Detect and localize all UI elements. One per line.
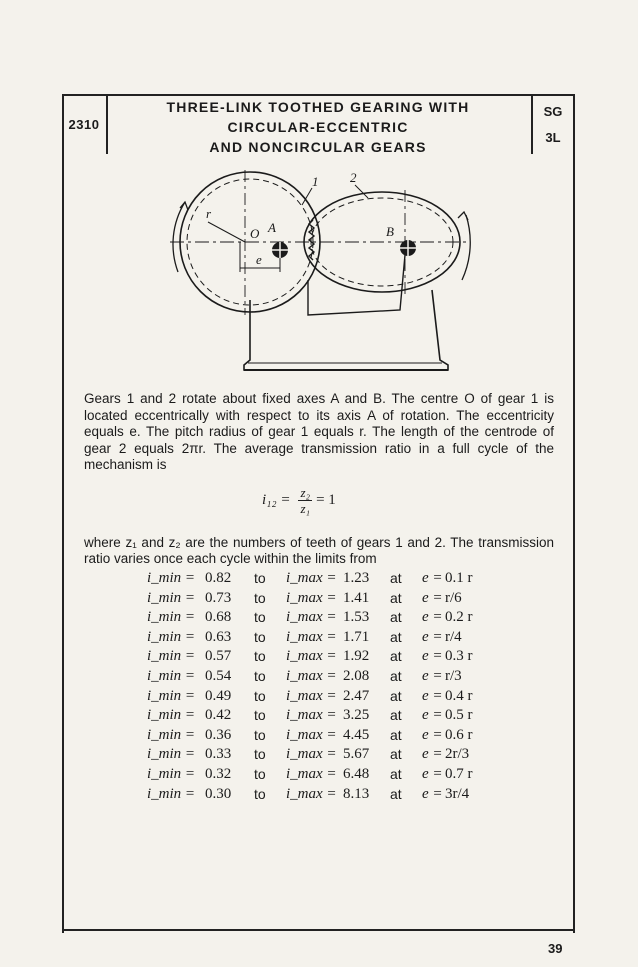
label-axis-b: B: [386, 224, 394, 239]
description-text: Gears 1 and 2 rotate about fixed axes A and B. The centre O of gear 1 is located eccentrically with respect to its axis A of rotation. The eccentricity equals e. The pitch radius of gear 1 equals r. The length of the centrode of gear 2 equals 2πr. The average transmission ratio in a full cycle of the mechanism is: [84, 391, 554, 472]
imin-value: 0.82: [205, 570, 232, 586]
limits-row: [147, 688, 477, 708]
e-label: e =: [422, 589, 443, 606]
e-label: e =: [422, 609, 443, 626]
limits-row: [147, 570, 477, 590]
imin-value: 0.57: [205, 648, 232, 665]
title-line-1: THREE-LINK TOOTHED GEARING WITH: [166, 99, 470, 115]
e-label: e =: [422, 726, 443, 743]
to-word: to: [254, 765, 266, 782]
e-label: e =: [422, 648, 443, 665]
at-word: at: [390, 746, 402, 763]
imin-value: 0.32: [205, 765, 232, 782]
imax-label: i_max =: [286, 765, 337, 782]
e-value: 0.4 r: [445, 687, 473, 704]
at-word: at: [390, 589, 402, 606]
imax-label: i_max =: [286, 746, 337, 763]
imin-value: 0.49: [205, 687, 232, 704]
section-title: [108, 97, 528, 157]
label-centre-o: O: [250, 226, 260, 241]
limits-row: [147, 668, 477, 688]
header: [62, 94, 573, 156]
e-label: e =: [422, 746, 443, 763]
at-word: at: [390, 687, 402, 704]
imax-label: i_max =: [286, 785, 337, 802]
e-label: e =: [422, 570, 443, 586]
classification-codes: [531, 94, 573, 154]
imax-value: 2.08: [343, 667, 370, 684]
imax-value: 1.41: [343, 589, 370, 606]
imax-value: 1.71: [343, 628, 370, 645]
frame-base: [244, 290, 448, 370]
imin-value: 0.30: [205, 785, 232, 802]
at-word: at: [390, 628, 402, 645]
imax-label: i_max =: [286, 648, 337, 665]
to-word: to: [254, 667, 266, 684]
imax-label: i_max =: [286, 726, 337, 743]
imin-label: i_min =: [147, 589, 196, 606]
description: [84, 391, 554, 474]
e-label: e =: [422, 707, 443, 724]
imin-label: i_min =: [147, 570, 196, 586]
imax-value: 8.13: [343, 785, 370, 802]
section-number: 2310: [62, 94, 108, 154]
formula-lhs: i₁₂ =: [262, 491, 291, 508]
title-line-3: AND NONCIRCULAR GEARS: [209, 139, 427, 155]
mechanism-figure: [150, 160, 490, 385]
imax-value: 6.48: [343, 765, 370, 782]
description-2-text: where z₁ and z₂ are the numbers of teeth of gears 1 and 2. The transmission ratio varies once each cycle within the limits from: [84, 534, 554, 566]
imax-value: 3.25: [343, 707, 370, 724]
e-label: e =: [422, 687, 443, 704]
to-word: to: [254, 785, 266, 802]
to-word: to: [254, 726, 266, 743]
limits-row: [147, 786, 477, 806]
code-top: SG: [543, 104, 563, 119]
e-value: 0.7 r: [445, 765, 473, 782]
limits-row: [147, 766, 477, 786]
e-value: 0.5 r: [445, 707, 473, 724]
imin-value: 0.68: [205, 609, 232, 626]
bottom-rule: [62, 929, 573, 931]
imax-label: i_max =: [286, 687, 337, 704]
at-word: at: [390, 667, 402, 684]
limits-row: [147, 727, 477, 747]
at-word: at: [390, 707, 402, 724]
imin-label: i_min =: [147, 628, 196, 645]
to-word: to: [254, 589, 266, 606]
formula-rhs: = 1: [316, 491, 336, 508]
imin-value: 0.54: [205, 667, 232, 684]
imax-value: 5.67: [343, 746, 370, 763]
to-word: to: [254, 648, 266, 665]
imin-label: i_min =: [147, 667, 196, 684]
imax-value: 1.23: [343, 570, 370, 586]
e-value: 0.6 r: [445, 726, 473, 743]
imin-label: i_min =: [147, 765, 196, 782]
formula-denominator: z₁: [300, 500, 311, 516]
e-value: 2r/3: [445, 746, 470, 763]
imax-label: i_max =: [286, 570, 337, 586]
e-value: r/3: [445, 667, 462, 684]
imin-value: 0.36: [205, 726, 232, 743]
imax-label: i_max =: [286, 707, 337, 724]
e-value: 0.1 r: [445, 570, 473, 586]
imax-label: i_max =: [286, 628, 337, 645]
imin-label: i_min =: [147, 648, 196, 665]
to-word: to: [254, 609, 266, 626]
to-word: to: [254, 570, 266, 586]
limits-row: [147, 746, 477, 766]
transmission-ratio-formula: [262, 480, 336, 520]
label-gear-1: 1: [312, 174, 319, 189]
imin-value: 0.63: [205, 628, 232, 645]
e-value: 0.3 r: [445, 648, 473, 665]
to-word: to: [254, 746, 266, 763]
to-word: to: [254, 687, 266, 704]
imin-label: i_min =: [147, 707, 196, 724]
imax-value: 4.45: [343, 726, 370, 743]
formula-numerator: z₂: [300, 484, 311, 500]
imax-label: i_max =: [286, 609, 337, 626]
imax-label: i_max =: [286, 667, 337, 684]
at-word: at: [390, 765, 402, 782]
imax-value: 2.47: [343, 687, 370, 704]
e-label: e =: [422, 765, 443, 782]
label-axis-a: A: [268, 220, 276, 235]
imin-value: 0.33: [205, 746, 232, 763]
formula-fraction: [298, 485, 312, 516]
e-value: 3r/4: [445, 785, 470, 802]
at-word: at: [390, 648, 402, 665]
e-label: e =: [422, 785, 443, 802]
limits-row: [147, 590, 477, 610]
e-label: e =: [422, 628, 443, 645]
imin-label: i_min =: [147, 726, 196, 743]
label-eccentricity: e: [256, 252, 262, 267]
imax-label: i_max =: [286, 589, 337, 606]
limits-row: [147, 609, 477, 629]
limits-row: [147, 707, 477, 727]
at-word: at: [390, 785, 402, 802]
at-word: at: [390, 726, 402, 743]
imin-label: i_min =: [147, 785, 196, 802]
imin-label: i_min =: [147, 746, 196, 763]
page-number: 39: [548, 941, 563, 956]
title-line-2: CIRCULAR-ECCENTRIC: [227, 119, 409, 135]
label-gear-2: 2: [350, 170, 357, 185]
imin-label: i_min =: [147, 687, 196, 704]
e-value: r/6: [445, 589, 462, 606]
limits-row: [147, 629, 477, 649]
imax-value: 1.53: [343, 609, 370, 626]
limits-table: [147, 570, 477, 805]
imax-value: 1.92: [343, 648, 370, 665]
at-word: at: [390, 609, 402, 626]
at-word: at: [390, 570, 402, 586]
imin-value: 0.42: [205, 707, 232, 724]
code-bottom: 3L: [545, 130, 561, 145]
limits-row: [147, 648, 477, 668]
e-label: e =: [422, 667, 443, 684]
to-word: to: [254, 707, 266, 724]
e-value: r/4: [445, 628, 462, 645]
imin-value: 0.73: [205, 589, 232, 606]
imin-label: i_min =: [147, 609, 196, 626]
e-value: 0.2 r: [445, 609, 473, 626]
to-word: to: [254, 628, 266, 645]
label-radius: r: [206, 206, 212, 221]
